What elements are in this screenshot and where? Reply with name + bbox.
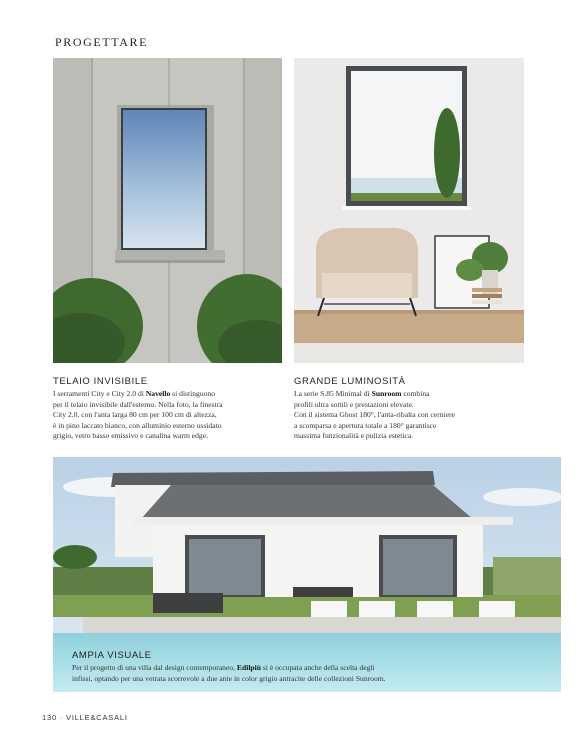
caption-right-line: massima funzionalità e pulizia estetica. [294, 431, 414, 440]
brand-sunroom: Sunroom [371, 389, 402, 398]
caption-left-body [53, 389, 285, 442]
section-title: PROGETTARE [55, 35, 149, 49]
caption-left-line: grigio, vetro basso emissivo e canalina warm edge. [53, 431, 208, 440]
caption-right-line: La serie S.85 Minimal di Sunroom combina [294, 389, 430, 398]
caption-right-line: Con il sistema Ghost 180°, l'anta-ribalta con cerniere [294, 410, 455, 419]
brand-navello: Navello [145, 389, 171, 398]
caption-bottom-line: Per il progetto di una villa dal design contemporaneo, Edilpiù si è occupata anche della scelta degli [72, 663, 375, 672]
brand-edilpiu: Edilpiù [236, 663, 261, 672]
page-footer [42, 713, 128, 722]
caption-bottom-heading: AMPIA VISUALE [72, 650, 152, 661]
caption-left-heading: TELAIO INVISIBILE [53, 376, 148, 387]
page-number: 130 [42, 713, 57, 722]
caption-right-body [294, 389, 528, 442]
caption-right-line: a scomparsa e apertura totale a 180° garantisce [294, 420, 437, 430]
footer-separator: · [59, 713, 64, 722]
caption-left-line: per il telaio invisibile dall'esterno. Nella foto, la finestra [53, 399, 223, 409]
magazine-name: VILLE&CASALI [66, 713, 128, 722]
caption-bottom-line: infissi, optando per una vetrata scorrevole a due ante in color grigio antracite delle collezioni Sunroom. [72, 673, 386, 683]
caption-right-heading: GRANDE LUMINOSITÀ [294, 376, 406, 387]
photo-interior-window [294, 58, 524, 363]
photo-concrete-window [53, 58, 282, 363]
caption-right-line: profili ultra sottili e prestazioni elevate. [294, 399, 414, 409]
caption-left-line: è in pino laccato bianco, con alluminio esterno ossidato [53, 420, 222, 430]
caption-left-line: I serramenti City e City 2.0 di Navello si distinguono [53, 389, 216, 398]
caption-bottom-body [72, 663, 552, 684]
caption-left-line: City 2.0, con l'anta larga 80 cm per 100 cm di altezza, [53, 410, 217, 419]
